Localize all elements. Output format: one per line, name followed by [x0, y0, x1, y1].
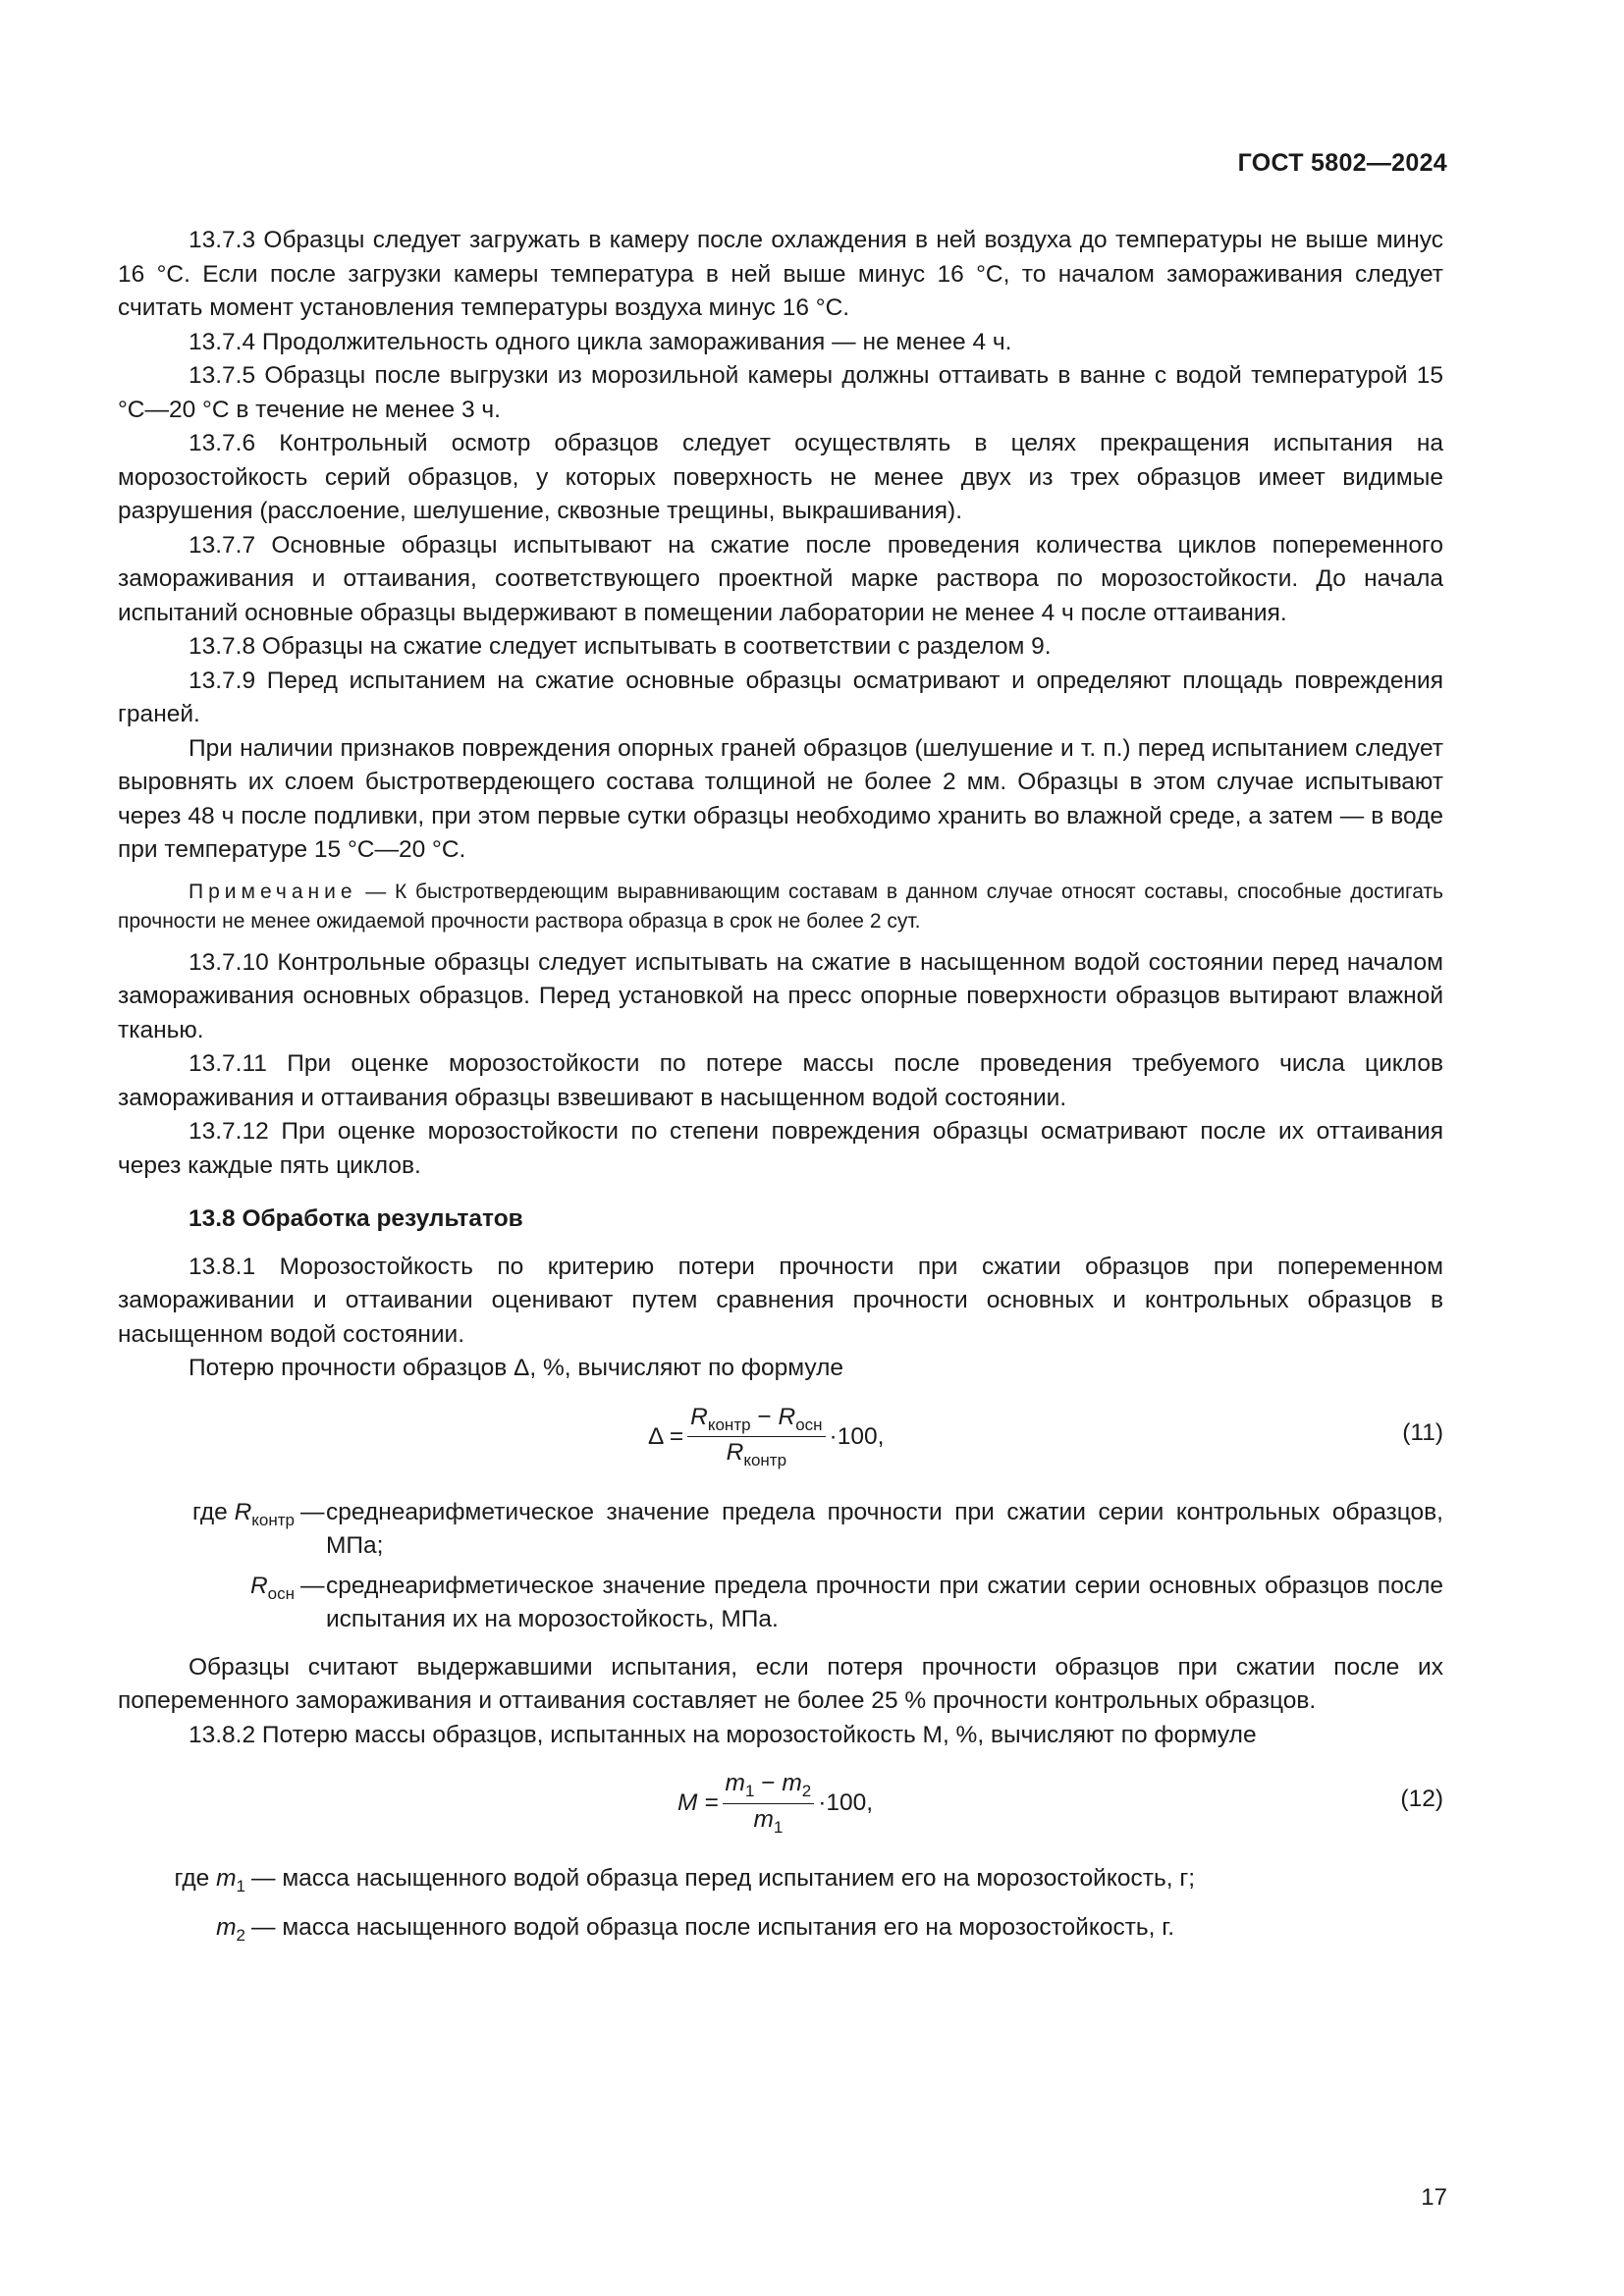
formula-lhs: M = — [677, 1789, 719, 1817]
paragraph: 13.7.7 Основные образцы испытывают на сжатие после проведения количества циклов попеременного замораживания и оттаивания, соответствующего проектной марке раствора по морозостойкости. До начала испытаний основные образцы выдерживают в помещении лаборатории не менее 4 ч после оттаивания. — [118, 531, 1443, 626]
paragraph: 13.8.2 Потерю массы образцов, испытанных на морозостойкость M, %, вычисляют по формуле — [189, 1721, 1257, 1748]
paragraph: При наличии признаков повреждения опорных граней образцов (шелушение и т. п.) перед испытанием следует выровнять их слоем быстротвердеющего состава толщиной не более 2 мм. Образцы в этом случае испытывают через 48 ч после подливки, при этом первые сутки образцы необходимо хранить во влажной среде, а затем — в воде при температуре 15 °С—20 °С. — [118, 734, 1443, 863]
paragraph: 13.7.10 Контрольные образцы следует испытывать на сжатие в насыщенном водой состоянии перед началом замораживания основных образцов. Перед установкой на пресс опорные поверхности образцов вытирают влажной тканью. — [118, 948, 1443, 1043]
note — [118, 878, 1443, 936]
formula-fraction: $\frac{m_1 - m_2}{m_1}$ — [723, 1770, 815, 1838]
paragraph: 13.7.11 При оценке морозостойкости по потере массы после проведения требуемого числа циклов замораживания и оттаивания образцы взвешивают в насыщенном водой состоянии. — [118, 1050, 1443, 1111]
formula-tail: ·100, — [818, 1789, 874, 1817]
formula-11 — [118, 1396, 1443, 1486]
formula-legend-item: где $m_1$ — масса насыщенного водой образца перед испытанием его на морозостойкость, г; — [174, 1865, 1196, 1896]
formula-legend-item: $m_2$ — масса насыщенного водой образца после испытания его на морозостойкость, г. — [216, 1914, 1175, 1946]
document-header: ГОСТ 5802—2024 — [1237, 149, 1447, 177]
formula-legend-item: где $R_{контр}$ — среднеарифметическое значение предела прочности при сжатии серии контрольных образцов, МПа; — [192, 1498, 1443, 1559]
paragraph: 13.7.3 Образцы следует загружать в камеру после охлаждения в ней воздуха до температуры не выше минус 16 °С. Если после загрузки камеры температура в ней выше минус 16 °С, то началом замораживания следует считать момент установления температуры воздуха минус 16 °С. — [118, 227, 1443, 321]
note-label: Примечание — [189, 880, 357, 903]
paragraph: 13.7.4 Продолжительность одного цикла замораживания — не менее 4 ч. — [189, 328, 1012, 355]
formula-lhs: Δ = — [648, 1422, 684, 1450]
document-body — [118, 224, 1443, 1961]
page-number: 17 — [1421, 2184, 1447, 2211]
formula-number: (12) — [1400, 1786, 1443, 1812]
paragraph: 13.7.8 Образцы на сжатие следует испытывать в соответствии с разделом 9. — [189, 633, 1052, 660]
paragraph: 13.7.6 Контрольный осмотр образцов следует осуществлять в целях прекращения испытания на морозостойкость серий образцов, у которых поверхность не менее двух из трех образцов имеет видимые разрушения (расслоение, шелушение, сквозные трещины, выкрашивания). — [118, 430, 1443, 524]
formula-number: (11) — [1402, 1418, 1443, 1446]
paragraph: Потерю прочности образцов Δ, %, вычисляют по формуле — [189, 1355, 844, 1381]
formula-fraction: $\frac{R_{контр} - R_{осн}}{R_{контр}}$ — [687, 1404, 825, 1471]
formula-12 — [118, 1762, 1443, 1852]
paragraph: 13.7.5 Образцы после выгрузки из морозильной камеры должны оттаивать в ванне с водой температурой 15 °С—20 °С в течение не менее 3 ч. — [118, 362, 1443, 423]
note-text: — К быстротвердеющим выравнивающим составам в данном случае относят составы, способные достигать прочности не менее ожидаемой прочности раствора образца в срок не более 2 сут. — [118, 880, 1443, 933]
formula-legend-item: $R_{осн}$ — среднеарифметическое значение предела прочности при сжатии серии основных образцов после испытания их на морозостойкость, МПа. — [249, 1572, 1443, 1632]
paragraph: 13.8.1 Морозостойкость по критерию потери прочности при сжатии образцов при попеременном замораживании и оттаивании оценивают путем сравнения прочности основных и контрольных образцов в насыщенном водой состоянии. — [118, 1253, 1443, 1348]
paragraph: 13.7.9 Перед испытанием на сжатие основные образцы осматривают и определяют площадь повреждения граней. — [118, 667, 1443, 727]
paragraph: Образцы считают выдержавшими испытания, если потеря прочности образцов при сжатии после их попеременного замораживания и оттаивания составляет не более 25 % прочности контрольных образцов. — [118, 1653, 1443, 1714]
section-heading: 13.8 Обработка результатов — [189, 1205, 523, 1232]
formula-tail: ·100, — [829, 1422, 885, 1450]
paragraph: 13.7.12 При оценке морозостойкости по степени повреждения образцы осматривают после их оттаивания через каждые пять циклов. — [118, 1118, 1443, 1179]
